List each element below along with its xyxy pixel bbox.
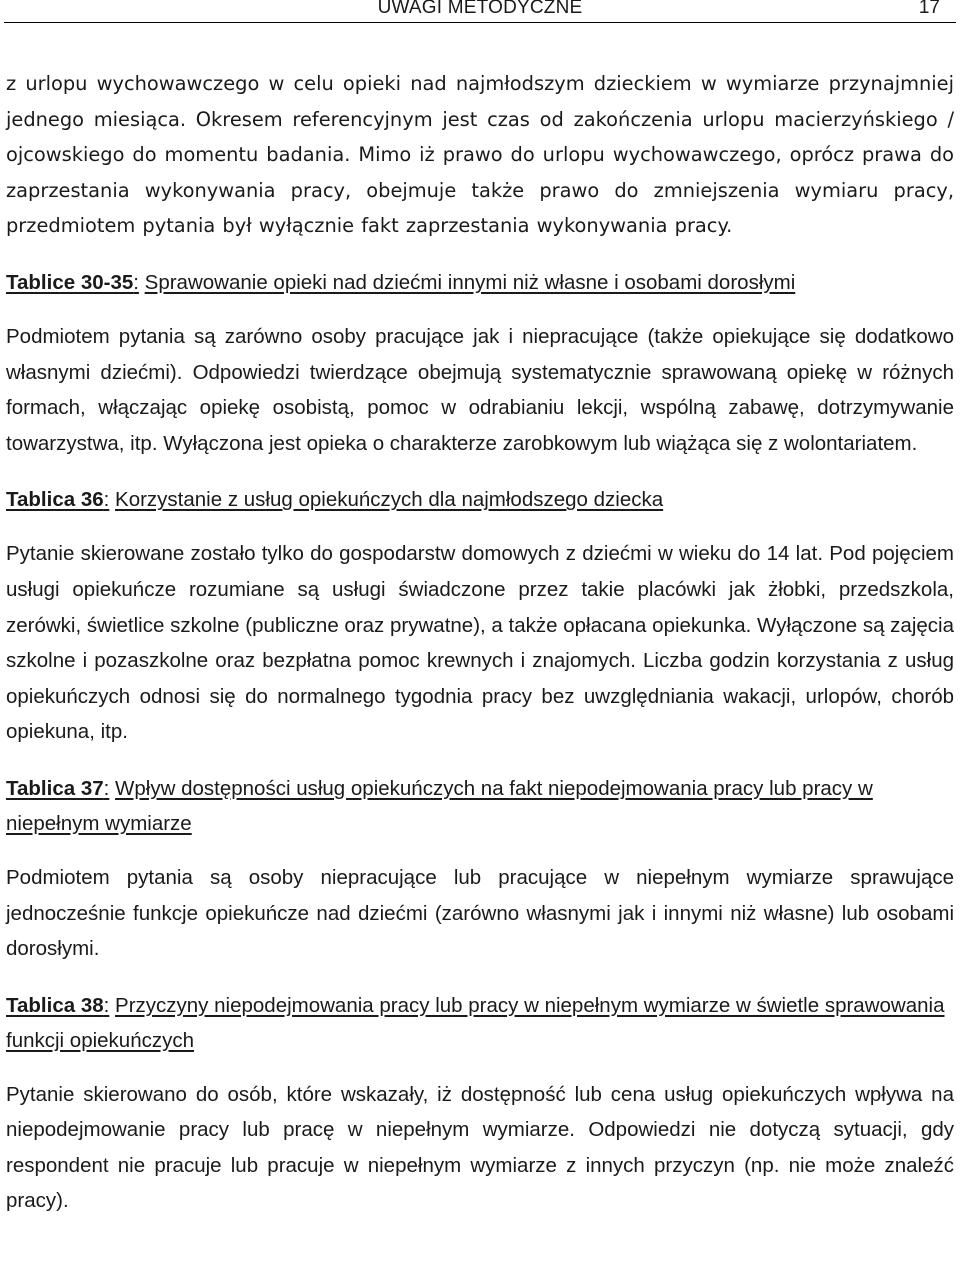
heading-separator: :: [103, 776, 110, 800]
heading-text: Sprawowanie opieki nad dziećmi innymi niż własne i osobami dorosłymi: [144, 270, 796, 294]
paragraph-urlop: z urlopu wychowawczego w celu opieki nad najmłodszym dzieckiem w wymiarze przynajmniej jednego miesiąca. Okresem referencyjnym jest czas od zakończenia urlopu macierzyńskiego / ojcowskiego do momentu badania. Mimo iż prawo do urlopu wychowawczego, oprócz prawa do zaprzestania wykonywania pracy, obejmuje także prawo do zmniejszenia wymiaru pracy, przedmiotem pytania był wyłącznie fakt zaprzestania wykonywania pracy.: [6, 72, 954, 238]
heading-label: Tablice 30-35: [6, 270, 134, 294]
page-number: 17: [918, 0, 940, 18]
heading-label: Tablica 36: [6, 488, 104, 512]
paragraph-niepracujace: Podmiotem pytania są osoby niepracujące lub pracujące w niepełnym wymiarze sprawujące jednocześnie funkcje opiekuńcze nad dziećmi (zarówno własnymi jak i innymi niż własne) lub osobami dorosłymi.: [6, 865, 954, 961]
heading-tablica-36: [6, 482, 954, 517]
heading-label: Tablica 37: [6, 776, 104, 800]
heading-tablice-30-35: [6, 265, 954, 300]
heading-tablica-37: [6, 771, 954, 841]
heading-tablica-38: [6, 988, 954, 1058]
paragraph-uslugi: Pytanie skierowane zostało tylko do gospodarstw domowych z dziećmi w wieku do 14 lat. Pod pojęciem usługi opiekuńcze rozumiane są usługi świadczone przez takie placówki jak żłobki, przedszkola, zerówki, świetlice szkolne (publiczne oraz prywatne), a także opłacana opiekunka. Wyłączone są zajęcia szkolne i pozaszkolne oraz bezpłatna pomoc krewnych i znajomych. Liczba godzin korzystania z usług opiekuńczych odnosi się do normalnego tygodnia pracy bez uwzględniania wakacji, urlopów, chorób opiekuna, itp.: [6, 542, 954, 744]
heading-text: Wpływ dostępności usług opiekuńczych na fakt niepodejmowania pracy lub pracy w niepełnym wymiarze: [6, 776, 873, 835]
document-body: [6, 66, 954, 1219]
heading-text: Korzystanie z usług opiekuńczych dla najmłodszego dziecka: [115, 488, 664, 512]
heading-label: Tablica 38: [6, 993, 104, 1017]
heading-separator: :: [133, 270, 139, 294]
paragraph-opieka: Podmiotem pytania są zarówno osoby pracujące jak i niepracujące (także opiekujące się dodatkowo własnymi dziećmi). Odpowiedzi twierdzące obejmują systematycznie sprawowaną opiekę w różnych formach, włączając opiekę osobistą, pomoc w odrabianiu lekcji, wspólną zabawę, dotrzymywanie towarzystwa, itp. Wyłączona jest opieka o charakterze zarobkowym lub wiążąca się z wolontariatem.: [6, 324, 954, 455]
heading-text: Przyczyny niepodejmowania pracy lub pracy w niepełnym wymiarze w świetle sprawowania funkcji opiekuńczych: [6, 993, 945, 1052]
heading-separator: :: [103, 488, 110, 512]
heading-separator: :: [103, 993, 110, 1017]
header-title: UWAGI METODYCZNE: [377, 0, 583, 18]
paragraph-przyczyny: Pytanie skierowano do osób, które wskazały, iż dostępność lub cena usług opiekuńczych wpływa na niepodejmowanie pracy lub pracę w niepełnym wymiarze. Odpowiedzi nie dotyczą sytuacji, gdy respondent nie pracuje lub pracuje w niepełnym wymiarze z innych przyczyn (np. nie może znaleźć pracy).: [6, 1082, 954, 1213]
page-header: [4, 0, 956, 23]
